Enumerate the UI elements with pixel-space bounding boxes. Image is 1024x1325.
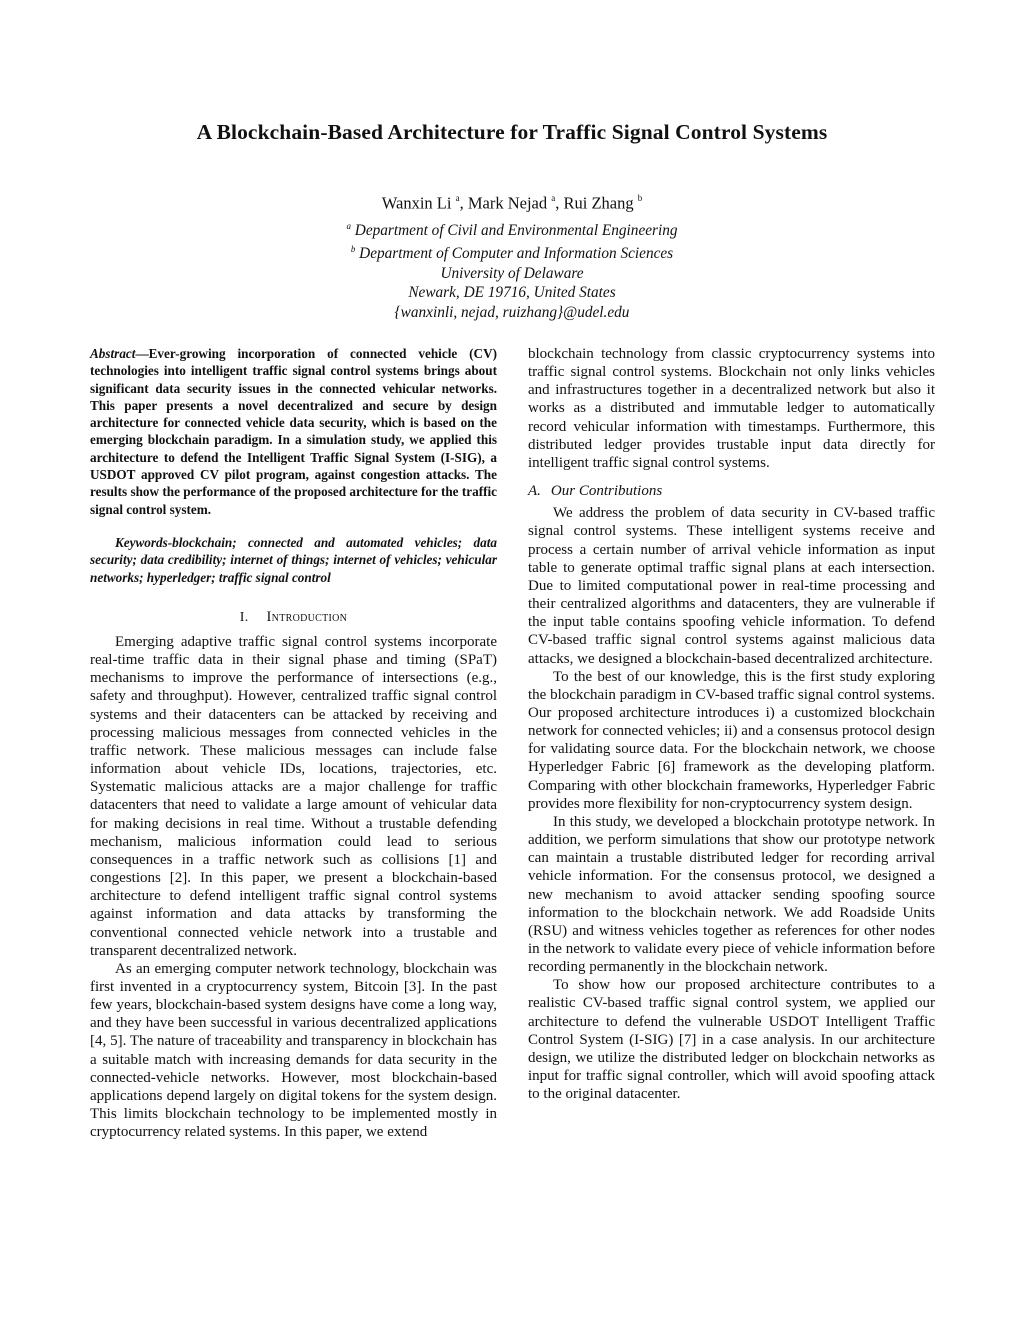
author-sup: b [637,193,643,203]
author-sup: a [551,193,556,203]
paragraph: To the best of our knowledge, this is the first study exploring the blockchain paradigm in CV-based traffic signal control systems. Our proposed architecture introduces i) a customized blockchain network for connected vehicles; ii) and a consensus protocol design for validating source data. For the blockchain network, we choose Hyperledger Fabric [6] framework as the developing platform. Comparing with other blockchain frameworks, Hyperledger Fabric provides more flexibility for non-cryptocurrency system design. [528,668,935,812]
abstract [90,345,497,518]
section-number: I. [239,609,249,625]
university: University of Delaware [440,264,584,282]
abstract-dash: — [135,346,149,361]
subsection-heading [528,482,935,500]
section-title: Introduction [266,608,348,625]
paragraph: As an emerging computer network technology, blockchain was first invented in a cryptocurrency system, Bitcoin [3]. In the past few years, blockchain-based system designs have come a long way, and they have been successful in various decentralized applications [4, 5]. The nature of traceability and transparency in blockchain has a suitable match with increasing demands for data security in the connected-vehicle networks. However, most blockchain-based applications depend largely on digital tokens for the system design. This limits blockchain technology to be implemented mostly in cryptocurrency related systems. In this paper, we extend [90,960,497,1141]
affiliation-sup: a [346,220,351,231]
affiliation [0,240,1024,264]
author-sup: a [455,193,460,203]
affiliation-text: Department of Computer and Information Sciences [359,245,674,263]
subsection-title: Our Contributions [550,483,663,500]
affiliation [0,217,1024,241]
author-name: Wanxin Li [381,193,452,213]
affiliation-sup: b [350,244,356,255]
paragraph: In this study, we developed a blockchain prototype network. In addition, we perform simulations that show our prototype network can maintain a trustable distributed ledger for recording arrival vehicle information. For the consensus protocol, we designed a new mechanism to avoid attacker sending spoofing source information to the blockchain network. We add Roadside Units (RSU) and witness vehicles together as references for other nodes in the network to validate every piece of vehicle information before recording permanently in the blockchain network. [528,813,935,976]
abstract-text: Ever-growing incorporation of connected vehicle (CV) technologies into intelligent traffic signal control systems brings about significant data security issues in the connected vehicular networks. This paper presents a novel decentralized and secure by design architecture for connected vehicle data security, which is based on the emerging blockchain paradigm. In a simulation study, we applied this architecture to defend the Intelligent Traffic Signal System (I-SIG), a USDOT approved CV pilot program, against congestion attacks. The results show the performance of the proposed architecture for the traffic signal control system. [90,346,497,517]
location: Newark, DE 19716, United States [408,284,616,302]
abstract-label: Abstract [90,346,136,361]
affiliation-text: Department of Civil and Environmental Engineering [354,221,678,239]
author-list: Wanxin Li $^a$, Mark Nejad $^a$, Rui Zhang $^b$ [381,193,643,213]
subsection-number: A. [528,483,541,500]
author-emails: {wanxinli, nejad, ruizhang}@udel.edu [394,303,630,321]
paragraph: To show how our proposed architecture contributes to a realistic CV-based traffic signal control system, we applied our architecture to defend the vulnerable USDOT Intelligent Traffic Control System (I-SIG) [7] in a case analysis. In our architecture design, we utilize the distributed ledger on blockchain networks as input for traffic signal controller, which will avoid spoofing attack to the original datacenter. [528,977,935,1103]
keywords: Keywords-blockchain; connected and automated vehicles; data security; data credibility; internet of things; internet of vehicles; vehicular networks; hyperledger; traffic signal control [90,534,497,585]
paper-title: A Blockchain-Based Architecture for Traffic Signal Control Systems [196,120,828,144]
author-name: Mark Nejad [467,193,548,213]
section-heading [90,608,497,627]
paragraph-continuation: blockchain technology from classic cryptocurrency systems into traffic signal control systems. Blockchain not only links vehicles and infrastructures together in a decentralized network but also it works as a distributed and immutable ledger to automatically record vehicular information with timestamps. Furthermore, this distributed ledger provides trustable input data directly for intelligent traffic signal control systems. [528,346,935,471]
left-column [90,345,497,1141]
paragraph: We address the problem of data security in CV-based traffic signal control systems. These intelligent systems receive and process a certain number of arrival vehicle information as input table to generate optimal traffic signal plans at each intersection. Due to limited computational power in real-time processing and their centralized algorithms and datacenters, they are vulnerable if the input table contains spoofing vehicle information. To defend CV-based traffic signal control systems against malicious data attacks, we designed a blockchain-based decentralized architecture. [528,505,935,667]
paragraph: Emerging adaptive traffic signal control systems incorporate real-time traffic data in their signal phase and timing (SPaT) mechanisms to improve the performance of intersections (e.g., safety and throughput). However, centralized traffic signal control systems and their datacenters can be attacked by receiving and processing malicious messages from connected vehicles in the traffic network. These malicious messages can include false information about vehicle IDs, locations, trajectories, etc. Systematic malicious attacks are a major challenge for traffic datacenters that need to validate a large amount of vehicular data for making decisions in real time. Without a trustable defending mechanism, malicious information could lead to serious consequences in a traffic network such as collisions [1] and congestions [2]. In this paper, we present a blockchain-based architecture to defend intelligent traffic signal control systems against information and data attacks by transforming the conventional connected vehicle network into a trustable and transparent decentralized network. [90,634,497,959]
author-name: Rui Zhang [563,193,634,213]
right-column [528,345,935,1103]
author-block [0,186,1024,322]
